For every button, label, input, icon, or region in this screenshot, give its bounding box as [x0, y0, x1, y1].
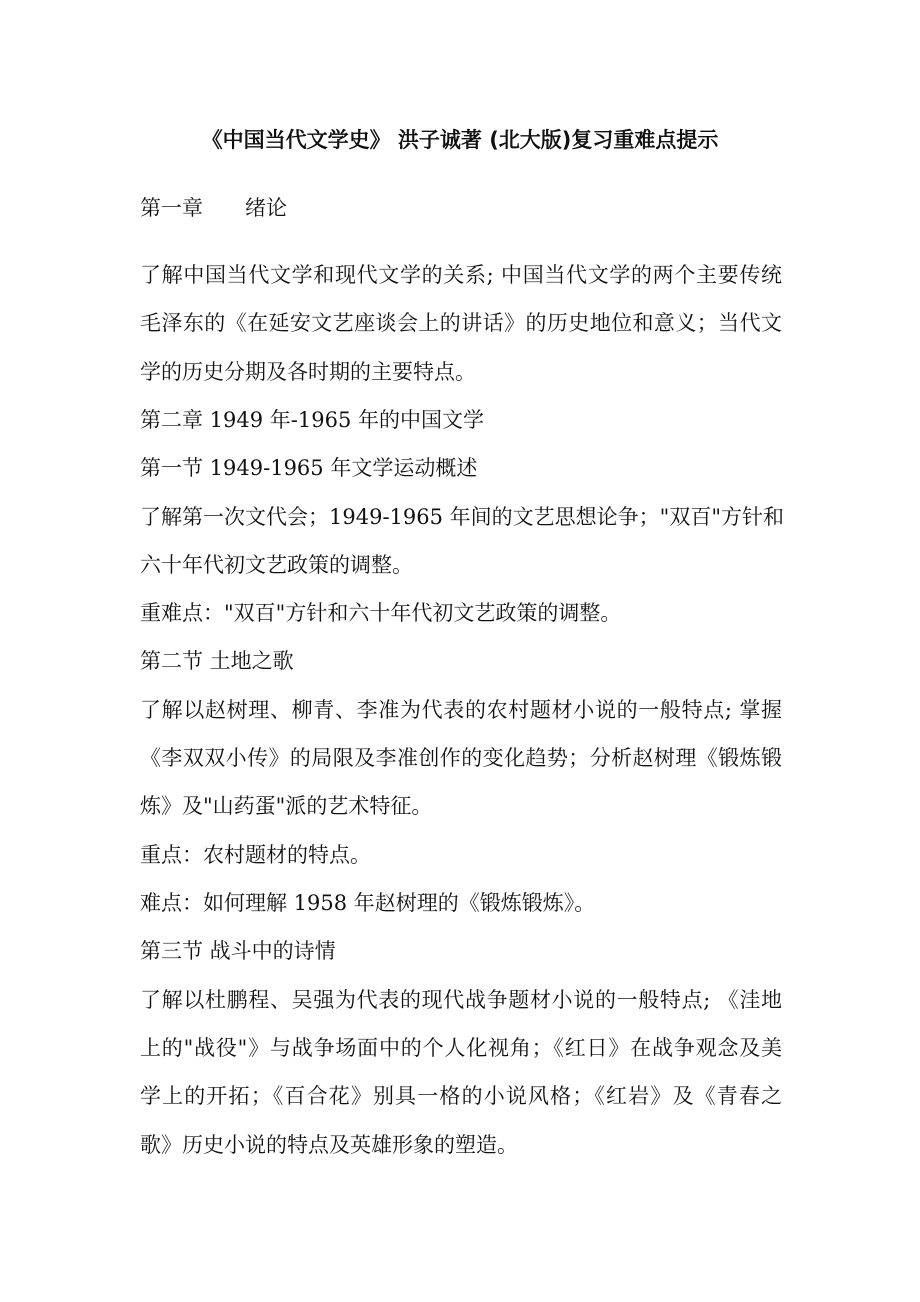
- text-line: 了解中国当代文学和现代文学的关系; 中国当代文学的两个主要传统: [140, 263, 782, 287]
- text-line: 第一节 1949-1965 年文学运动概述: [140, 456, 478, 480]
- text-line: 歌》历史小说的特点及英雄形象的塑造。: [140, 1133, 518, 1157]
- text-line: 第三节 战斗中的诗情: [140, 939, 336, 963]
- text-line: 《李双双小传》的局限及李准创作的变化趋势；分析赵树理《锻炼锻: [140, 746, 782, 770]
- text-line: 学的历史分期及各时期的主要特点。: [140, 360, 476, 384]
- text-line: 毛泽东的《在延安文艺座谈会上的讲话》的历史地位和意义；当代文: [140, 311, 782, 335]
- document-title: 《中国当代文学史》 洪子诚著 (北大版)复习重难点提示: [201, 128, 719, 152]
- text-line: 炼》及"山药蛋"派的艺术特征。: [140, 794, 433, 818]
- text-line: 了解以赵树理、柳青、李准为代表的农村题材小说的一般特点; 掌握: [140, 698, 782, 722]
- text-line: 六十年代初文艺政策的调整。: [140, 553, 413, 577]
- text-line: 了解以杜鹏程、吴强为代表的现代战争题材小说的一般特点; 《洼地: [140, 988, 782, 1012]
- text-line: 上的"战役"》与战争场面中的个人化视角；《红日》在战争观念及美: [140, 1036, 782, 1060]
- text-line: 难点：如何理解 1958 年赵树理的《锻炼锻炼》。: [140, 891, 596, 915]
- text-line: 第二章 1949 年-1965 年的中国文学: [140, 408, 485, 432]
- text-line: 重点：农村题材的特点。: [140, 843, 371, 867]
- text-line: 了解第一次文代会；1949-1965 年间的文艺思想论争；"双百"方针和: [140, 505, 784, 529]
- text-line: 学上的开拓；《百合花》别具一格的小说风格；《红岩》及《青春之: [140, 1084, 782, 1108]
- text-line: 重难点："双百"方针和六十年代初文艺政策的调整。: [140, 601, 622, 625]
- text-line: 第二节 土地之歌: [140, 649, 294, 673]
- text-line: 第一章 绪论: [140, 196, 287, 220]
